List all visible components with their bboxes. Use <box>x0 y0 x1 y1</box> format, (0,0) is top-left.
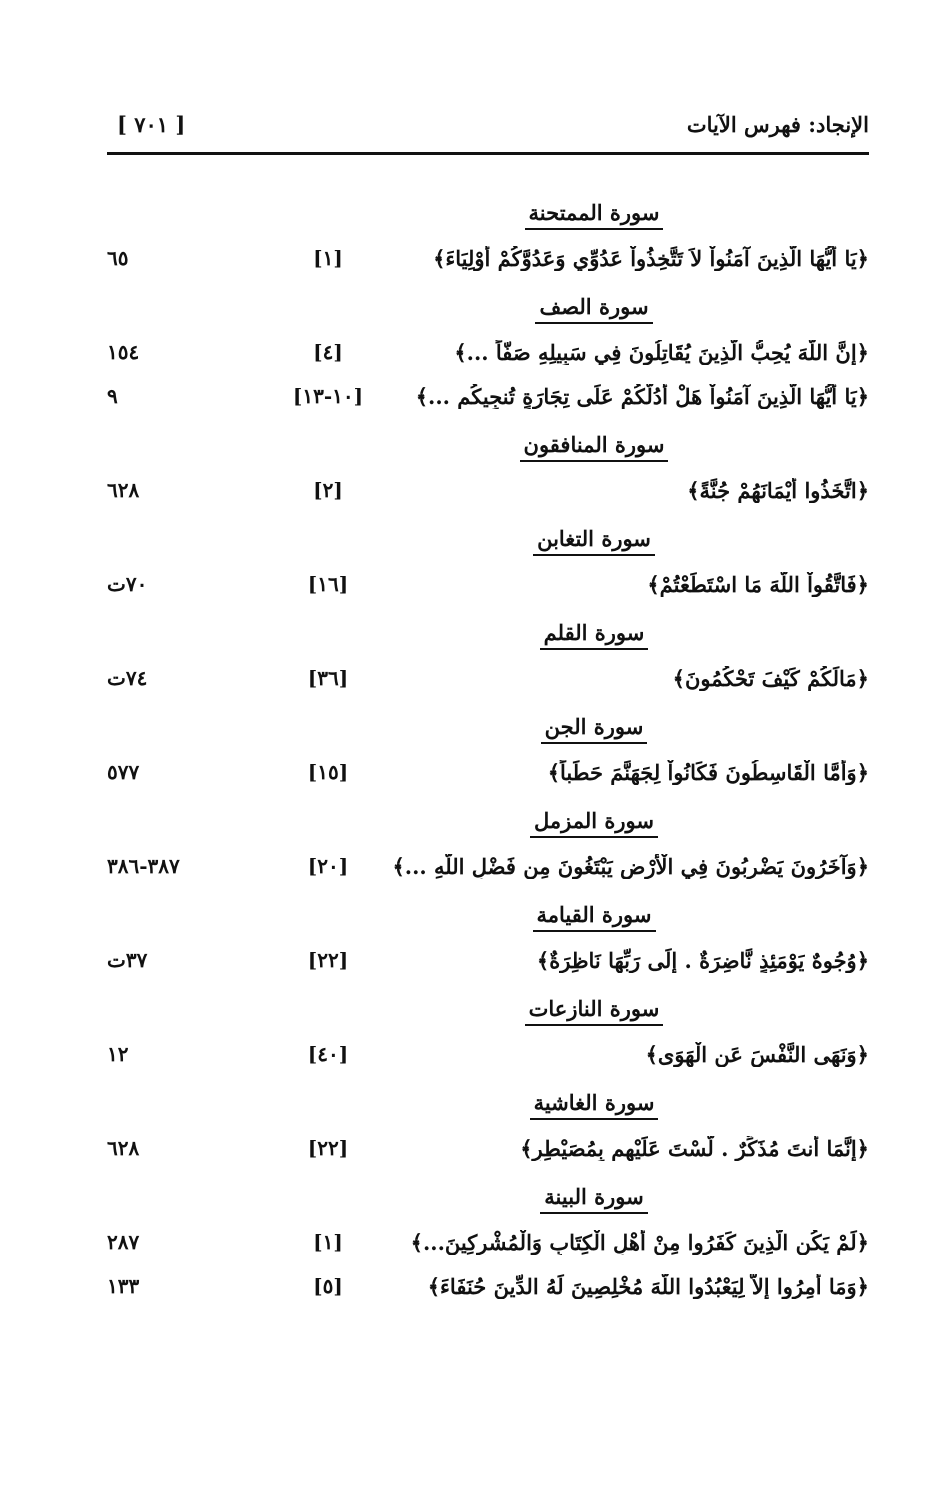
verse-text: ﴿فَاتَّقُواْ اللَّهَ مَا اسْتَطَعْتُمْ﴾ <box>647 572 869 597</box>
verse-reference: [١٦] <box>307 572 349 596</box>
surah-heading <box>107 894 869 940</box>
verse-reference: [٤٠] <box>307 1042 349 1066</box>
verse-reference: [٢٠] <box>307 854 349 878</box>
index-entry <box>107 470 869 518</box>
page-reference: ٩ <box>107 384 118 408</box>
page-reference: ٣٧ت <box>107 948 148 972</box>
verse-reference: [٥] <box>313 1274 343 1298</box>
verse-text: ﴿لَمْ يَكُنِ الَّذِينَ كَفَرُوا مِنْ أَهْلِ الْكِتَابِ وَالْمُشْرِكِينَ...﴾ <box>410 1230 869 1255</box>
verse-reference: [١] <box>313 246 343 270</box>
index-entry <box>107 940 869 988</box>
verse-text: ﴿وُجُوهٌ يَوْمَئِذٍ نَّاضِرَةٌ . إِلَى رَبِّهَا نَاظِرَةٌ﴾ <box>536 948 869 973</box>
verse-reference: [٢٢] <box>307 1136 349 1160</box>
surah-heading <box>107 518 869 564</box>
index-entry <box>107 564 869 612</box>
verse-reference: [١٥] <box>307 760 349 784</box>
index-entry <box>107 752 869 800</box>
index-entry <box>107 1222 869 1266</box>
verse-reference: [٤] <box>313 340 343 364</box>
page-reference: ٢٨٧ <box>107 1230 140 1254</box>
header-rule <box>107 152 869 155</box>
page-reference: ١٢ <box>107 1042 129 1066</box>
surah-heading <box>107 286 869 332</box>
header-title: الإنجاد: فهرس الآيات <box>686 112 869 137</box>
surah-title: سورة القلم <box>540 620 649 650</box>
verse-reference: [٢] <box>313 478 343 502</box>
index-entry <box>107 1128 869 1176</box>
surah-heading <box>107 424 869 470</box>
surah-title: سورة البينة <box>540 1184 647 1214</box>
index-entry <box>107 658 869 706</box>
index-entry <box>107 1034 869 1082</box>
surah-heading <box>107 1082 869 1128</box>
index-entry <box>107 238 869 286</box>
page-reference: ٦٢٨ <box>107 478 140 502</box>
page-reference: ٣٨٧-٣٨٦ <box>107 854 180 878</box>
page-reference: ١٣٣ <box>107 1274 140 1298</box>
index-entry <box>107 376 869 424</box>
surah-title: سورة النازعات <box>525 996 664 1026</box>
verse-text: ﴿مَالَكُمْ كَيْفَ تَحْكُمُونَ﴾ <box>672 666 869 691</box>
surah-title: سورة الغاشية <box>530 1090 659 1120</box>
surah-heading <box>107 800 869 846</box>
verse-index <box>107 192 869 1314</box>
page-reference: ٥٧٧ <box>107 760 140 784</box>
verse-text: ﴿اتَّخَذُوا أَيْمَانَهُمْ جُنَّةً﴾ <box>687 478 869 503</box>
verse-text: ﴿إِنَّ اللَّهَ يُحِبُّ الَّذِينَ يُقَاتِلُونَ فِي سَبِيلِهِ صَفّاً ...﴾ <box>454 340 869 365</box>
verse-text: ﴿يَا أَيُّهَا الَّذِينَ آمَنُواْ لاَ تَتَّخِذُواْ عَدُوِّي وَعَدُوَّكُمْ أَوْلِيَاءَ﴾ <box>433 246 869 271</box>
surah-title: سورة الممتحنة <box>525 200 664 230</box>
surah-title: سورة الصف <box>535 294 652 324</box>
index-entry <box>107 846 869 894</box>
surah-title: سورة الجن <box>541 714 648 744</box>
verse-text: ﴿وَأَمَّا الْقَاسِطُونَ فَكَانُواْ لِجَهَنَّمَ حَطَباً﴾ <box>547 760 869 785</box>
surah-title: سورة المنافقون <box>520 432 669 462</box>
surah-title: سورة التغابن <box>533 526 655 556</box>
header-page-number: [ ٧٠١ ] <box>117 112 186 137</box>
page-reference: ١٥٤ <box>107 340 140 364</box>
verse-reference: [٢٢] <box>307 948 349 972</box>
surah-title: سورة المزمل <box>530 808 658 838</box>
page-reference: ٧٠ت <box>107 572 148 596</box>
index-entry <box>107 332 869 376</box>
verse-reference: [١] <box>313 1230 343 1254</box>
surah-heading <box>107 988 869 1034</box>
surah-heading <box>107 612 869 658</box>
page-header <box>107 112 869 152</box>
index-entry <box>107 1266 869 1314</box>
verse-reference: [٣٦] <box>307 666 349 690</box>
surah-heading <box>107 706 869 752</box>
surah-heading <box>107 1176 869 1222</box>
page-reference: ٦٢٨ <box>107 1136 140 1160</box>
surah-title: سورة القيامة <box>533 902 656 932</box>
verse-text: ﴿يَا أَيُّهَا الَّذِينَ آمَنُواْ هَلْ أَدُلُّكُمْ عَلَى تِجَارَةٍ تُنجِيكُم ...﴾ <box>415 384 869 409</box>
page-reference: ٦٥ <box>107 246 129 270</box>
verse-text: ﴿وَمَا أُمِرُوا إِلاَّ لِيَعْبُدُوا اللَّهَ مُخْلِصِينَ لَهُ الدِّينَ حُنَفَاءَ﴾ <box>427 1274 869 1299</box>
verse-text: ﴿وَنَهَى النَّفْسَ عَنِ الْهَوَى﴾ <box>645 1042 869 1067</box>
page-reference: ٧٤ت <box>107 666 148 690</box>
surah-heading <box>107 192 869 238</box>
verse-text: ﴿وَآخَرُونَ يَضْرِبُونَ فِي الْأَرْضِ يَبْتَغُونَ مِن فَضْلِ اللَّهِ ...﴾ <box>392 854 869 879</box>
verse-text: ﴿إِنَّمَا أَنتَ مُذَكِّرٌ . لَّسْتَ عَلَيْهِم بِمُصَيْطِرٍ﴾ <box>520 1136 869 1161</box>
verse-reference: [١٠-١٣] <box>292 384 364 408</box>
